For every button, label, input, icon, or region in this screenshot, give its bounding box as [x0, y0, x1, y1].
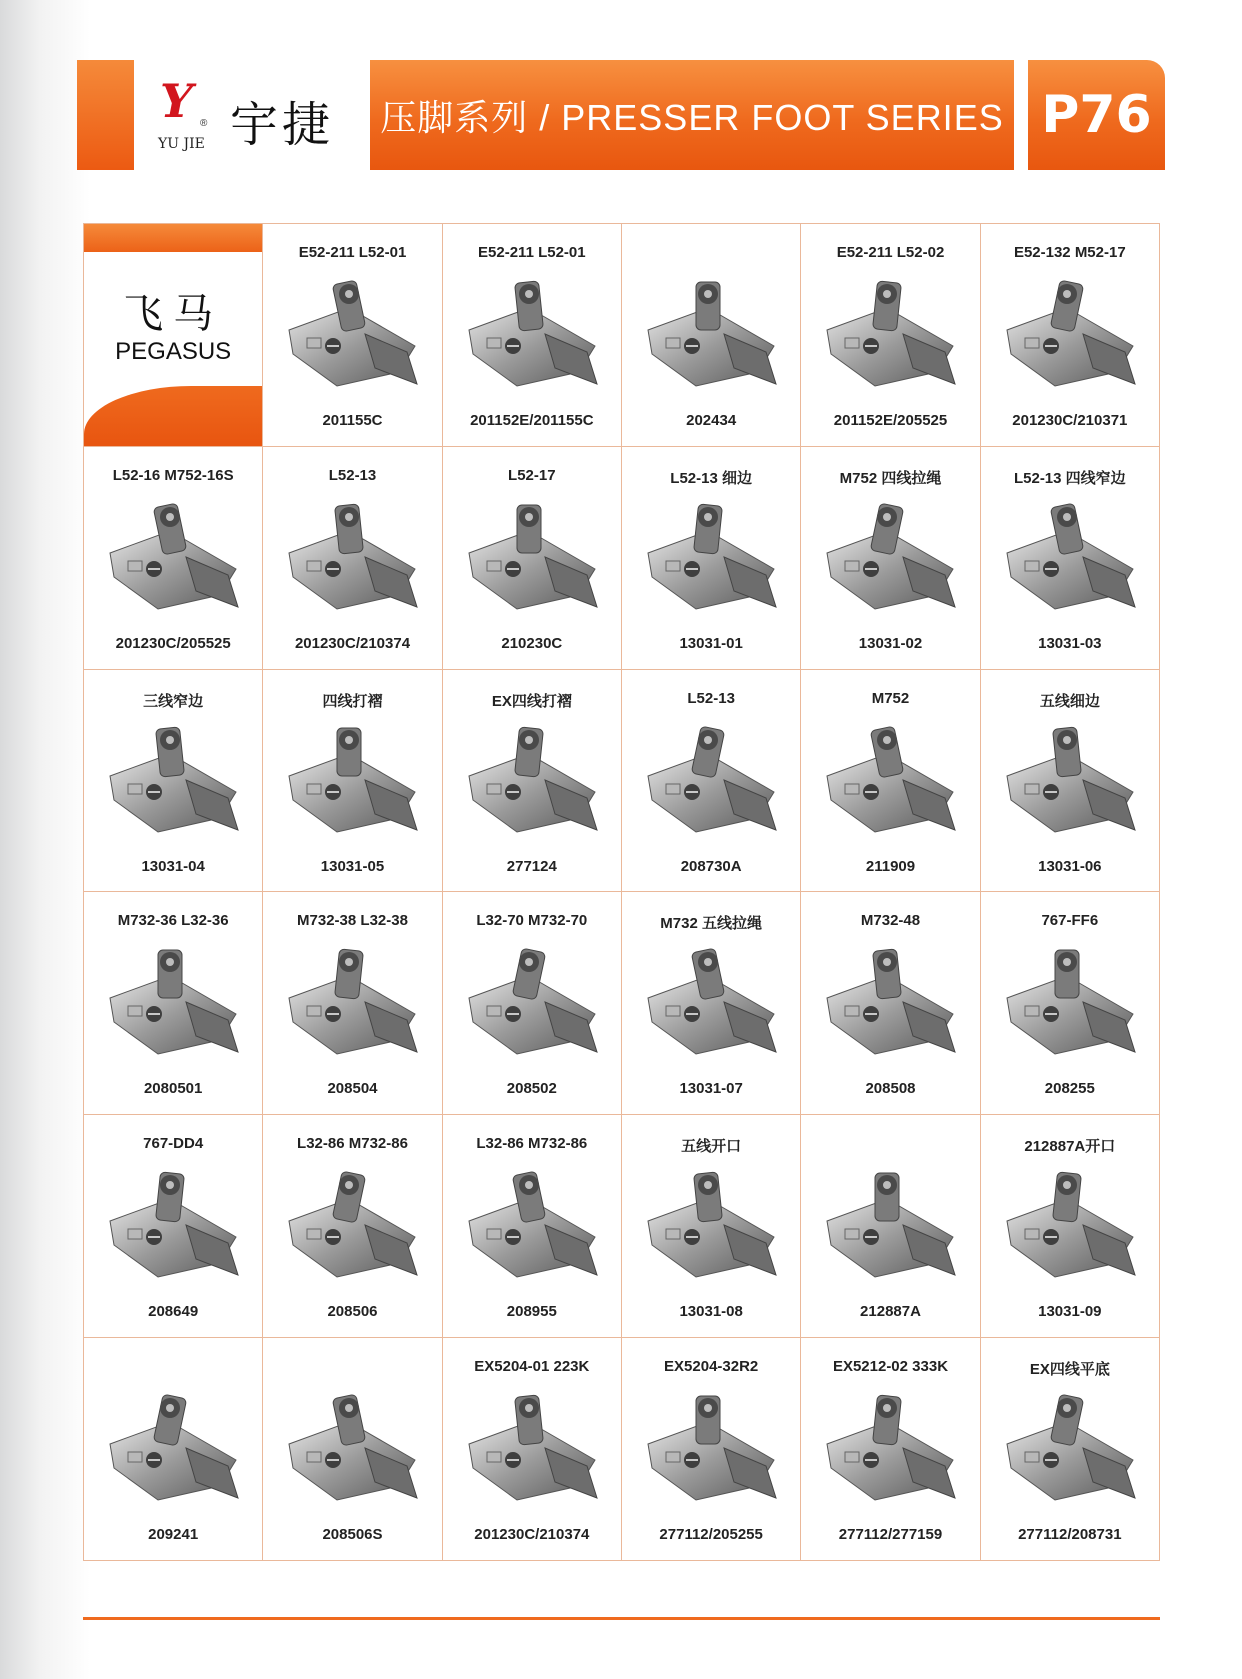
product-model: 三线窄边 — [143, 692, 204, 710]
product-model: E52-211 L52-02 — [836, 244, 945, 261]
presser-foot-image — [100, 491, 246, 621]
presser-foot-image — [638, 1159, 784, 1289]
presser-foot-image — [817, 936, 963, 1066]
brand-chinese: 飞马 — [123, 292, 224, 336]
product-part-number: 277112/208731 — [1018, 1526, 1122, 1544]
product-cell — [801, 670, 980, 893]
presser-foot-image — [279, 1159, 425, 1289]
product-cell — [84, 670, 263, 893]
presser-foot-image — [279, 268, 425, 398]
product-cell — [981, 447, 1160, 670]
presser-foot-image — [997, 936, 1143, 1066]
product-cell — [622, 224, 801, 447]
presser-foot-image — [817, 268, 963, 398]
product-part-number: 212887A — [860, 1303, 921, 1321]
product-cell — [84, 447, 263, 670]
product-cell — [981, 1338, 1160, 1561]
product-cell — [84, 1115, 263, 1338]
product-cell — [622, 1338, 801, 1561]
product-part-number: 13031-07 — [679, 1080, 743, 1098]
product-cell — [622, 1115, 801, 1338]
page-title: 压脚系列 / PRESSER FOOT SERIES — [380, 96, 1004, 138]
product-model: 212887A开口 — [1024, 1138, 1116, 1156]
brand-band-bottom — [84, 386, 262, 446]
product-model: 四线打褶 — [322, 692, 383, 710]
product-model: 767-DD4 — [143, 1135, 204, 1153]
product-cell — [263, 892, 442, 1115]
page-title-bar — [370, 60, 1014, 170]
product-part-number: 13031-08 — [679, 1303, 743, 1321]
product-part-number: 277112/205255 — [659, 1526, 763, 1544]
presser-foot-image — [459, 491, 605, 621]
logo-subtitle: YU JIE — [158, 136, 205, 152]
product-cell — [981, 892, 1160, 1115]
presser-foot-image — [279, 714, 425, 844]
product-cell — [84, 1338, 263, 1561]
product-part-number: 201230C/210374 — [474, 1526, 590, 1544]
product-cell — [443, 447, 622, 670]
product-cell — [622, 892, 801, 1115]
product-model: M752 — [871, 689, 910, 707]
product-part-number: 13031-03 — [1038, 634, 1102, 652]
company-logo — [134, 60, 366, 170]
product-part-number: 208502 — [506, 1080, 557, 1098]
product-cell — [801, 224, 980, 447]
product-part-number: 202434 — [686, 412, 737, 429]
product-model: EX5212-02 333K — [832, 1358, 949, 1376]
product-part-number: 201230C/210374 — [294, 634, 411, 652]
product-grid — [83, 223, 1160, 1561]
presser-foot-image — [817, 1159, 963, 1289]
page-number-badge — [1028, 60, 1165, 170]
presser-foot-image — [997, 714, 1143, 844]
presser-foot-image — [459, 268, 605, 398]
product-cell — [443, 224, 622, 447]
product-part-number: 208255 — [1044, 1080, 1095, 1098]
product-model: M752 四线拉绳 — [839, 469, 942, 487]
product-model: EX5204-01 223K — [474, 1358, 590, 1376]
product-model: L32-70 M732-70 — [476, 912, 588, 930]
product-cell — [622, 447, 801, 670]
product-cell — [263, 224, 442, 447]
brand-cell — [84, 224, 263, 447]
product-part-number: 201230C/205525 — [115, 634, 231, 652]
product-cell — [263, 447, 442, 670]
presser-foot-image — [638, 491, 784, 621]
product-model: 五线开口 — [681, 1138, 742, 1156]
product-part-number: 13031-06 — [1038, 857, 1102, 875]
presser-foot-image — [459, 936, 605, 1066]
product-model: L52-13 细边 — [670, 469, 752, 487]
product-cell — [622, 670, 801, 893]
product-model: L52-13 — [687, 689, 735, 707]
product-cell — [84, 892, 263, 1115]
product-part-number: 208730A — [680, 857, 742, 875]
footer-divider — [83, 1617, 1160, 1620]
product-part-number: 208504 — [327, 1080, 378, 1098]
logo-mark: Y — [160, 74, 193, 128]
presser-foot-image — [459, 1159, 605, 1289]
header-accent-bar — [77, 60, 134, 170]
presser-foot-image — [459, 714, 605, 844]
presser-foot-image — [638, 936, 784, 1066]
presser-foot-image — [100, 1159, 246, 1289]
product-part-number: 209241 — [148, 1526, 199, 1544]
product-model: M732 五线拉绳 — [660, 915, 762, 933]
logo-chinese-name: 宇捷 — [230, 97, 335, 153]
product-model: 五线细边 — [1039, 692, 1100, 710]
product-cell — [443, 670, 622, 893]
brand-band-top — [84, 224, 262, 252]
presser-foot-image — [817, 714, 963, 844]
brand-english: PEGASUS — [115, 338, 232, 365]
product-model: M732-48 — [860, 912, 921, 930]
product-part-number: 13031-05 — [320, 857, 385, 875]
product-part-number: 201152E/201155C — [470, 412, 594, 429]
product-model: EX四线打褶 — [491, 692, 572, 710]
product-model: E52-132 M52-17 — [1013, 244, 1126, 261]
product-model: M732-38 L32-38 — [297, 912, 408, 930]
product-model: L52-16 M752-16S — [112, 466, 234, 484]
presser-foot-image — [638, 714, 784, 844]
product-cell — [443, 1338, 622, 1561]
presser-foot-image — [817, 1382, 963, 1512]
presser-foot-image — [279, 936, 425, 1066]
product-model: E52-211 L52-01 — [298, 244, 407, 261]
product-part-number: 201155C — [322, 412, 383, 429]
product-cell — [801, 1115, 980, 1338]
product-part-number: 201230C/210371 — [1012, 412, 1128, 429]
product-part-number: 13031-01 — [679, 634, 743, 652]
logo-registered: ® — [200, 118, 208, 129]
product-model: L52-17 — [508, 466, 556, 484]
product-model: M732-36 L32-36 — [117, 912, 229, 930]
product-part-number: 208506S — [322, 1526, 383, 1544]
presser-foot-image — [817, 491, 963, 621]
presser-foot-image — [100, 936, 246, 1066]
product-cell — [981, 1115, 1160, 1338]
product-model: EX5204-32R2 — [664, 1358, 759, 1376]
product-part-number: 13031-04 — [141, 857, 205, 875]
product-cell — [263, 1338, 442, 1561]
product-part-number: 201152E/205525 — [833, 412, 948, 429]
presser-foot-image — [638, 1382, 784, 1512]
product-part-number: 277124 — [506, 857, 557, 875]
product-model: E52-211 L52-01 — [478, 244, 586, 261]
presser-foot-image — [997, 268, 1143, 398]
product-cell — [801, 892, 980, 1115]
product-model: L52-13 四线窄边 — [1013, 469, 1126, 487]
product-part-number: 277112/277159 — [838, 1526, 943, 1544]
product-model: EX四线平底 — [1029, 1361, 1110, 1379]
product-cell — [443, 892, 622, 1115]
product-cell — [981, 670, 1160, 893]
presser-foot-image — [997, 491, 1143, 621]
product-part-number: 208955 — [506, 1303, 557, 1321]
product-part-number: 13031-09 — [1038, 1303, 1102, 1321]
product-cell — [443, 1115, 622, 1338]
presser-foot-image — [997, 1382, 1143, 1512]
presser-foot-image — [100, 714, 246, 844]
product-part-number: 211909 — [865, 857, 916, 875]
presser-foot-image — [459, 1382, 605, 1512]
product-model: L32-86 M732-86 — [297, 1135, 408, 1153]
product-part-number: 208506 — [327, 1303, 378, 1321]
product-part-number: 13031-02 — [858, 634, 923, 652]
product-cell — [801, 1338, 980, 1561]
product-part-number: 210230C — [501, 634, 563, 652]
product-cell — [801, 447, 980, 670]
product-cell — [263, 1115, 442, 1338]
product-part-number: 2080501 — [143, 1080, 203, 1098]
page-number: P76 — [1041, 85, 1152, 145]
product-model: 767-FF6 — [1041, 912, 1099, 930]
product-cell — [263, 670, 442, 893]
presser-foot-image — [997, 1159, 1143, 1289]
product-model: L52-13 — [328, 466, 377, 484]
product-model: L32-86 M732-86 — [476, 1135, 588, 1153]
product-part-number: 208649 — [148, 1303, 199, 1321]
presser-foot-image — [279, 491, 425, 621]
product-cell — [981, 224, 1160, 447]
presser-foot-image — [638, 268, 784, 398]
presser-foot-image — [279, 1382, 425, 1512]
product-part-number: 208508 — [865, 1080, 916, 1098]
presser-foot-image — [100, 1382, 246, 1512]
